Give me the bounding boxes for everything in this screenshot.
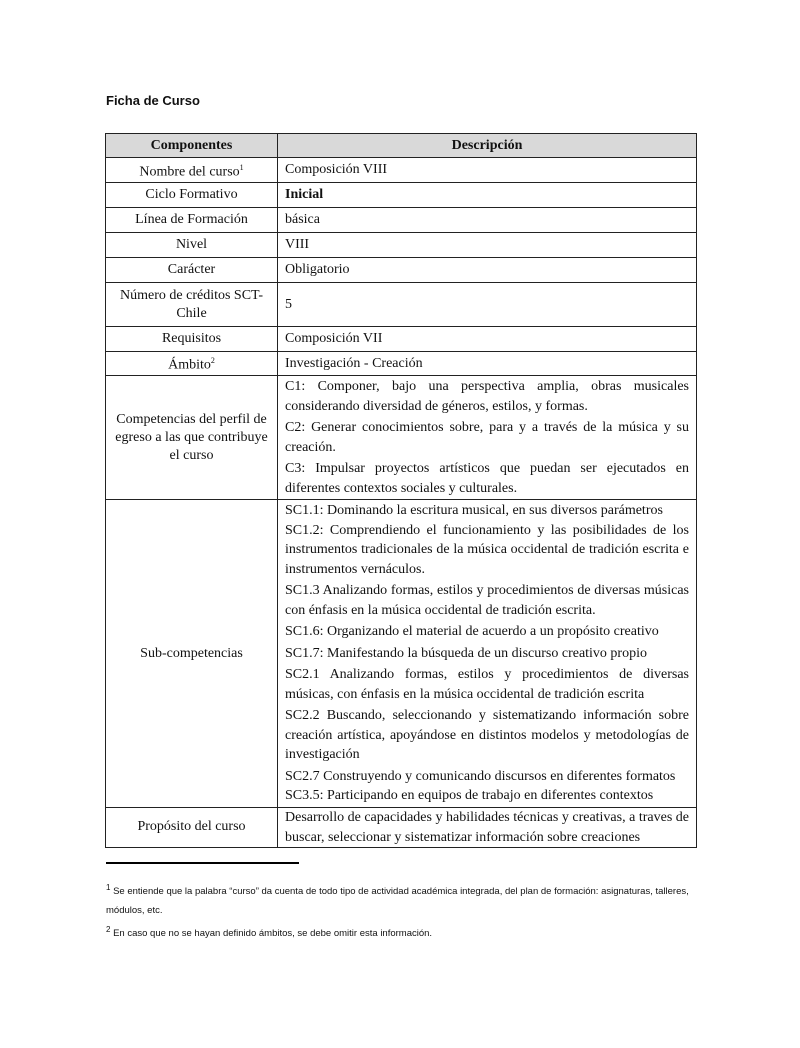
row-value: Obligatorio — [278, 258, 697, 283]
table-row — [106, 376, 697, 500]
header-components: Componentes — [106, 134, 278, 158]
footnote-1 — [106, 878, 696, 920]
table-row — [106, 158, 697, 183]
row-label: Requisitos — [106, 327, 278, 352]
list-item: C1: Componer, bajo una perspectiva amplia, obras musicales considerando diversidad de géneros, estilos, y formas. — [285, 379, 689, 414]
footnote-number: 2 — [106, 925, 111, 934]
row-value: VIII — [278, 233, 697, 258]
table-row — [106, 352, 697, 376]
list-item: C2: Generar conocimientos sobre, para y a través de la música y su creación. — [285, 420, 689, 455]
table-row — [106, 258, 697, 283]
subcompetencies-list — [278, 500, 697, 808]
label-text: Ámbito — [168, 357, 211, 373]
list-item: SC2.7 Construyendo y comunicando discursos en diferentes formatos — [285, 768, 676, 784]
table-row — [106, 500, 697, 808]
course-table — [105, 133, 697, 868]
competencies-list — [278, 376, 697, 500]
row-label: Sub-competencias — [106, 500, 278, 808]
table-cut-border — [105, 847, 697, 848]
list-item: SC1.2: Comprendiendo el funcionamiento y las posibilidades de los instrumentos tradicionales de la música occidental de tradición escrita e instrumentos vernáculos. — [285, 522, 689, 577]
row-label: Competencias del perfil de egreso a las que contribuye el curso — [106, 376, 278, 500]
footnote-text: Se entiende que la palabra “curso” da cuenta de todo tipo de actividad académica integrada, del plan de formación: asignaturas, talleres, módulos, etc. — [106, 886, 689, 917]
footnote-text: En caso que no se hayan definido ámbitos, se debe omitir esta información. — [113, 928, 433, 940]
list-item: SC1.6: Organizando el material de acuerdo a un propósito creativo — [285, 624, 659, 640]
row-label: Línea de Formación — [106, 208, 278, 233]
table-row — [106, 233, 697, 258]
footnote-number: 1 — [106, 883, 111, 892]
header-description: Descripción — [278, 134, 697, 158]
table-row — [106, 183, 697, 208]
table-row — [106, 208, 697, 233]
row-value: Composición VIII — [278, 158, 697, 183]
row-label: Número de créditos SCT-Chile — [106, 283, 278, 327]
row-value: Investigación - Creación — [278, 352, 697, 376]
list-item: SC1.3 Analizando formas, estilos y procedimientos de diversas músicas con énfasis en la música occidental de tradición escrita. — [285, 583, 689, 618]
table-row — [106, 283, 697, 327]
row-value: 5 — [278, 283, 697, 327]
row-value: básica — [278, 208, 697, 233]
row-label: Ciclo Formativo — [106, 183, 278, 208]
row-label — [106, 158, 278, 183]
footnote-ref: 2 — [210, 356, 215, 366]
row-label: Propósito del curso — [106, 808, 278, 868]
table-header — [106, 134, 697, 158]
footnote-separator — [106, 862, 299, 864]
row-value: Inicial — [278, 183, 697, 208]
list-item: SC2.2 Buscando, seleccionando y sistematizando información sobre creación artística, apoyándose en distintos modelos y metodologías de investigación — [285, 708, 689, 763]
row-label: Nivel — [106, 233, 278, 258]
list-item: SC1.1: Dominando la escritura musical, en sus diversos parámetros — [285, 503, 663, 519]
label-text: Nombre del curso — [139, 164, 240, 180]
row-value: Composición VII — [278, 327, 697, 352]
list-item: SC1.7: Manifestando la búsqueda de un discurso creativo propio — [285, 645, 647, 661]
page-title: Ficha de Curso — [106, 93, 200, 108]
row-label — [106, 352, 278, 376]
footnote-ref: 1 — [239, 162, 244, 172]
list-item: SC3.5: Participando en equipos de trabajo en diferentes contextos — [285, 788, 654, 804]
row-label: Carácter — [106, 258, 278, 283]
list-item: C3: Impulsar proyectos artísticos que puedan ser ejecutados en diferentes contextos sociales y culturales. — [285, 461, 689, 496]
footnote-2 — [106, 920, 696, 943]
list-item: SC2.1 Analizando formas, estilos y procedimientos de diversas músicas, con énfasis en la música occidental de tradición escrita — [285, 667, 689, 702]
row-value: Desarrollo de capacidades y habilidades técnicas y creativas, a traves de buscar, seleccionar y sistematizar información sobre creaciones — [278, 808, 697, 868]
table-row — [106, 327, 697, 352]
